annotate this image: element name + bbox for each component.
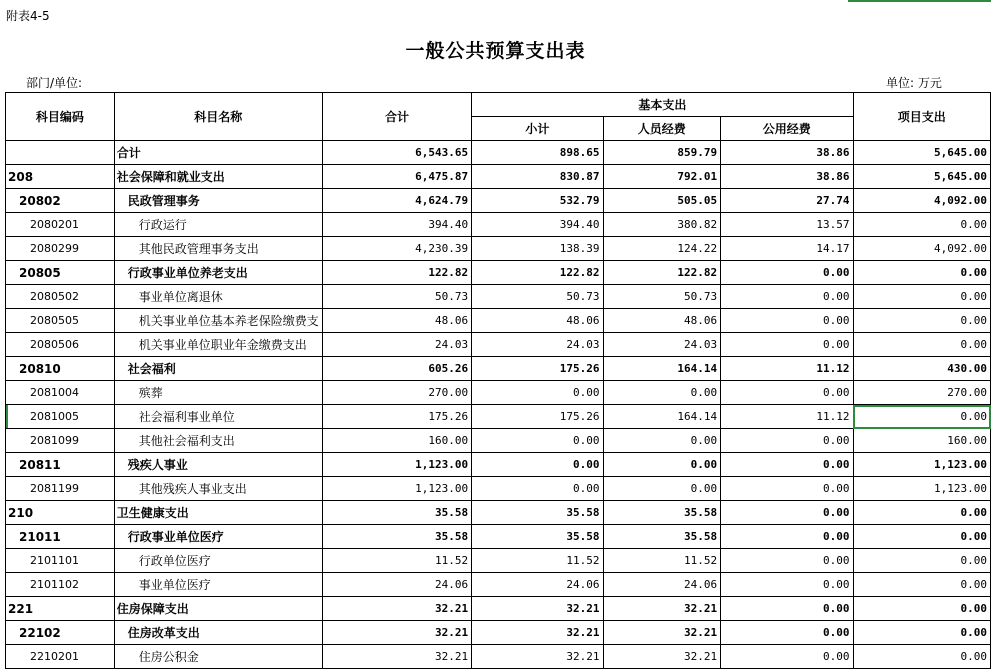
cell-subtotal[interactable]: 32.21 xyxy=(472,645,603,669)
page-title: 一般公共预算支出表 xyxy=(405,40,586,62)
cell-code[interactable]: 208 xyxy=(6,165,115,189)
cell-subtotal[interactable]: 0.00 xyxy=(472,381,603,405)
cell-public[interactable]: 0.00 xyxy=(721,525,853,549)
cell-public[interactable]: 0.00 xyxy=(721,645,853,669)
cell-project[interactable]: 270.00 xyxy=(853,381,990,405)
cell-code[interactable]: 22102 xyxy=(6,621,115,645)
cell-subtotal[interactable]: 50.73 xyxy=(472,285,603,309)
cell-name[interactable]: 民政管理事务 xyxy=(114,189,322,213)
table-row xyxy=(6,525,991,549)
cell-personnel[interactable]: 792.01 xyxy=(603,165,721,189)
table-row xyxy=(6,405,991,429)
cell-public[interactable]: 0.00 xyxy=(721,573,853,597)
cell-public[interactable]: 38.86 xyxy=(721,141,853,165)
cell-project[interactable]: 1,123.00 xyxy=(853,453,990,477)
cell-total[interactable]: 605.26 xyxy=(322,357,471,381)
cell-code[interactable]: 20810 xyxy=(6,357,115,381)
cell-personnel[interactable]: 32.21 xyxy=(603,645,721,669)
cell-personnel[interactable]: 0.00 xyxy=(603,429,721,453)
cell-personnel[interactable]: 122.82 xyxy=(603,261,721,285)
table-row xyxy=(6,213,991,237)
cell-total[interactable]: 24.03 xyxy=(322,333,471,357)
cell-code[interactable]: 2081099 xyxy=(6,429,115,453)
cell-subtotal[interactable]: 175.26 xyxy=(472,357,603,381)
cell-total[interactable]: 4,624.79 xyxy=(322,189,471,213)
cell-code[interactable]: 2101101 xyxy=(6,549,115,573)
cell-public[interactable]: 0.00 xyxy=(721,477,853,501)
cell-code[interactable]: 20811 xyxy=(6,453,115,477)
cell-project-selected[interactable]: 0.00 xyxy=(853,405,990,429)
cell-subtotal[interactable]: 0.00 xyxy=(472,453,603,477)
cell-personnel[interactable]: 505.05 xyxy=(603,189,721,213)
cell-total[interactable]: 4,230.39 xyxy=(322,237,471,261)
cell-name[interactable]: 其他民政管理事务支出 xyxy=(114,237,322,261)
cell-project[interactable]: 0.00 xyxy=(853,621,990,645)
cell-code[interactable]: 2210201 xyxy=(6,645,115,669)
cell-subtotal[interactable]: 48.06 xyxy=(472,309,603,333)
cell-personnel[interactable]: 0.00 xyxy=(603,477,721,501)
cell-total[interactable]: 32.21 xyxy=(322,597,471,621)
cell-project[interactable]: 4,092.00 xyxy=(853,189,990,213)
cell-public[interactable]: 0.00 xyxy=(721,261,853,285)
cell-total[interactable]: 6,543.65 xyxy=(322,141,471,165)
cell-subtotal[interactable]: 35.58 xyxy=(472,525,603,549)
cell-project[interactable]: 4,092.00 xyxy=(853,237,990,261)
cell-public[interactable]: 0.00 xyxy=(721,309,853,333)
cell-project[interactable]: 5,645.00 xyxy=(853,141,990,165)
header-subtotal[interactable]: 小计 xyxy=(472,117,603,141)
cell-total[interactable]: 122.82 xyxy=(322,261,471,285)
cell-name[interactable]: 事业单位离退休 xyxy=(114,285,322,309)
cell-public[interactable]: 0.00 xyxy=(721,453,853,477)
cell-name[interactable]: 残疾人事业 xyxy=(114,453,322,477)
cell-total[interactable]: 32.21 xyxy=(322,645,471,669)
cell-total[interactable]: 50.73 xyxy=(322,285,471,309)
cell-project[interactable]: 0.00 xyxy=(853,525,990,549)
cell-total[interactable]: 35.58 xyxy=(322,501,471,525)
cell-personnel[interactable]: 48.06 xyxy=(603,309,721,333)
cell-code[interactable]: 2081005 xyxy=(6,405,115,429)
cell-personnel[interactable]: 11.52 xyxy=(603,549,721,573)
cell-personnel[interactable]: 35.58 xyxy=(603,501,721,525)
table-row xyxy=(6,597,991,621)
cell-subtotal[interactable]: 24.03 xyxy=(472,333,603,357)
table-row xyxy=(6,189,991,213)
cell-project[interactable]: 5,645.00 xyxy=(853,165,990,189)
cell-subtotal[interactable]: 32.21 xyxy=(472,621,603,645)
cell-project[interactable]: 430.00 xyxy=(853,357,990,381)
cell-name[interactable]: 机关事业单位基本养老保险缴费支 xyxy=(114,309,322,333)
cell-code[interactable]: 20802 xyxy=(6,189,115,213)
table-row xyxy=(6,165,991,189)
cell-public[interactable]: 11.12 xyxy=(721,405,853,429)
header-basic[interactable]: 基本支出 xyxy=(472,93,853,117)
cell-code[interactable]: 2080506 xyxy=(6,333,115,357)
table-row xyxy=(6,501,991,525)
cell-public[interactable]: 0.00 xyxy=(721,333,853,357)
cell-name[interactable]: 行政事业单位养老支出 xyxy=(114,261,322,285)
table-row xyxy=(6,429,991,453)
cell-personnel[interactable]: 124.22 xyxy=(603,237,721,261)
cell-total[interactable]: 11.52 xyxy=(322,549,471,573)
cell-code[interactable]: 2080505 xyxy=(6,309,115,333)
table-row xyxy=(6,381,991,405)
cell-public[interactable]: 0.00 xyxy=(721,621,853,645)
cell-project[interactable]: 0.00 xyxy=(853,285,990,309)
cell-personnel[interactable]: 35.58 xyxy=(603,525,721,549)
cell-personnel[interactable]: 0.00 xyxy=(603,453,721,477)
cell-public[interactable]: 0.00 xyxy=(721,381,853,405)
cell-personnel[interactable]: 32.21 xyxy=(603,621,721,645)
cell-total[interactable]: 24.06 xyxy=(322,573,471,597)
cell-code[interactable]: 2081004 xyxy=(6,381,115,405)
cell-public[interactable]: 11.12 xyxy=(721,357,853,381)
cell-personnel[interactable]: 50.73 xyxy=(603,285,721,309)
cell-project[interactable]: 0.00 xyxy=(853,213,990,237)
cell-code[interactable]: 2080299 xyxy=(6,237,115,261)
header-project[interactable]: 项目支出 xyxy=(853,93,990,141)
table-row xyxy=(6,285,991,309)
cell-name[interactable]: 社会福利 xyxy=(114,357,322,381)
cell-name[interactable]: 住房公积金 xyxy=(114,645,322,669)
cell-code[interactable]: 21011 xyxy=(6,525,115,549)
cell-public[interactable]: 0.00 xyxy=(721,597,853,621)
cell-code[interactable]: 2081199 xyxy=(6,477,115,501)
cell-total[interactable]: 160.00 xyxy=(322,429,471,453)
cell-project[interactable]: 1,123.00 xyxy=(853,477,990,501)
cell-subtotal[interactable]: 532.79 xyxy=(472,189,603,213)
cell-name[interactable]: 住房改革支出 xyxy=(114,621,322,645)
appendix-label: 附表4-5 xyxy=(6,9,50,23)
selected-cell-indicator xyxy=(848,0,991,2)
table-row xyxy=(6,237,991,261)
cell-name[interactable]: 社会保障和就业支出 xyxy=(114,165,322,189)
header-code[interactable]: 科目编码 xyxy=(6,93,115,141)
cell-public[interactable]: 38.86 xyxy=(721,165,853,189)
table-row xyxy=(6,141,991,165)
table-row xyxy=(6,621,991,645)
cell-total[interactable]: 6,475.87 xyxy=(322,165,471,189)
cell-subtotal[interactable]: 11.52 xyxy=(472,549,603,573)
cell-personnel[interactable]: 32.21 xyxy=(603,597,721,621)
cell-public[interactable]: 0.00 xyxy=(721,285,853,309)
table-row xyxy=(6,477,991,501)
table-row xyxy=(6,453,991,477)
cell-personnel[interactable]: 380.82 xyxy=(603,213,721,237)
cell-public[interactable]: 13.57 xyxy=(721,213,853,237)
cell-public[interactable]: 0.00 xyxy=(721,501,853,525)
cell-name[interactable]: 社会福利事业单位 xyxy=(114,405,322,429)
cell-total[interactable]: 48.06 xyxy=(322,309,471,333)
header-name[interactable]: 科目名称 xyxy=(114,93,322,141)
cell-code[interactable] xyxy=(6,141,115,165)
cell-name[interactable]: 住房保障支出 xyxy=(114,597,322,621)
cell-name[interactable]: 机关事业单位职业年金缴费支出 xyxy=(114,333,322,357)
cell-subtotal[interactable]: 32.21 xyxy=(472,597,603,621)
cell-name[interactable]: 其他社会福利支出 xyxy=(114,429,322,453)
cell-project[interactable]: 0.00 xyxy=(853,261,990,285)
cell-personnel[interactable]: 164.14 xyxy=(603,357,721,381)
cell-project[interactable]: 0.00 xyxy=(853,333,990,357)
table-row xyxy=(6,573,991,597)
cell-subtotal[interactable]: 0.00 xyxy=(472,477,603,501)
budget-table xyxy=(5,92,991,669)
cell-personnel[interactable]: 859.79 xyxy=(603,141,721,165)
cell-total[interactable]: 270.00 xyxy=(322,381,471,405)
cell-project[interactable]: 0.00 xyxy=(853,597,990,621)
cell-subtotal[interactable]: 175.26 xyxy=(472,405,603,429)
unit-label: 单位: 万元 xyxy=(886,76,942,90)
cell-project[interactable]: 0.00 xyxy=(853,645,990,669)
cell-name[interactable]: 其他残疾人事业支出 xyxy=(114,477,322,501)
cell-code[interactable]: 20805 xyxy=(6,261,115,285)
cell-name[interactable]: 事业单位医疗 xyxy=(114,573,322,597)
table-row xyxy=(6,549,991,573)
cell-project[interactable]: 160.00 xyxy=(853,429,990,453)
cell-subtotal[interactable]: 0.00 xyxy=(472,429,603,453)
cell-personnel[interactable]: 164.14 xyxy=(603,405,721,429)
cell-total[interactable]: 1,123.00 xyxy=(322,477,471,501)
cell-subtotal[interactable]: 122.82 xyxy=(472,261,603,285)
header-public[interactable]: 公用经费 xyxy=(721,117,853,141)
cell-subtotal[interactable]: 898.65 xyxy=(472,141,603,165)
cell-project[interactable]: 0.00 xyxy=(853,573,990,597)
cell-code[interactable]: 210 xyxy=(6,501,115,525)
header-personnel[interactable]: 人员经费 xyxy=(603,117,721,141)
department-label: 部门/单位: xyxy=(26,76,83,90)
cell-project[interactable]: 0.00 xyxy=(853,549,990,573)
cell-project[interactable]: 0.00 xyxy=(853,501,990,525)
cell-personnel[interactable]: 24.03 xyxy=(603,333,721,357)
cell-total[interactable]: 32.21 xyxy=(322,621,471,645)
cell-name[interactable]: 行政事业单位医疗 xyxy=(114,525,322,549)
cell-name[interactable]: 殡葬 xyxy=(114,381,322,405)
cell-code[interactable]: 221 xyxy=(6,597,115,621)
table-row xyxy=(6,261,991,285)
cell-subtotal[interactable]: 24.06 xyxy=(472,573,603,597)
table-row xyxy=(6,333,991,357)
cell-public[interactable]: 14.17 xyxy=(721,237,853,261)
cell-total[interactable]: 394.40 xyxy=(322,213,471,237)
cell-subtotal[interactable]: 138.39 xyxy=(472,237,603,261)
cell-name[interactable]: 行政运行 xyxy=(114,213,322,237)
cell-public[interactable]: 27.74 xyxy=(721,189,853,213)
cell-name[interactable]: 合计 xyxy=(114,141,322,165)
table-row xyxy=(6,357,991,381)
table-row xyxy=(6,309,991,333)
cell-total[interactable]: 1,123.00 xyxy=(322,453,471,477)
cell-personnel[interactable]: 24.06 xyxy=(603,573,721,597)
table-row xyxy=(6,645,991,669)
cell-total[interactable]: 35.58 xyxy=(322,525,471,549)
cell-name[interactable]: 卫生健康支出 xyxy=(114,501,322,525)
cell-public[interactable]: 0.00 xyxy=(721,429,853,453)
cell-public[interactable]: 0.00 xyxy=(721,549,853,573)
cell-personnel[interactable]: 0.00 xyxy=(603,381,721,405)
header-total[interactable]: 合计 xyxy=(322,93,471,141)
cell-name[interactable]: 行政单位医疗 xyxy=(114,549,322,573)
cell-code[interactable]: 2080201 xyxy=(6,213,115,237)
cell-code[interactable]: 2101102 xyxy=(6,573,115,597)
cell-subtotal[interactable]: 35.58 xyxy=(472,501,603,525)
cell-project[interactable]: 0.00 xyxy=(853,309,990,333)
cell-subtotal[interactable]: 830.87 xyxy=(472,165,603,189)
cell-total[interactable]: 175.26 xyxy=(322,405,471,429)
cell-subtotal[interactable]: 394.40 xyxy=(472,213,603,237)
cell-code[interactable]: 2080502 xyxy=(6,285,115,309)
